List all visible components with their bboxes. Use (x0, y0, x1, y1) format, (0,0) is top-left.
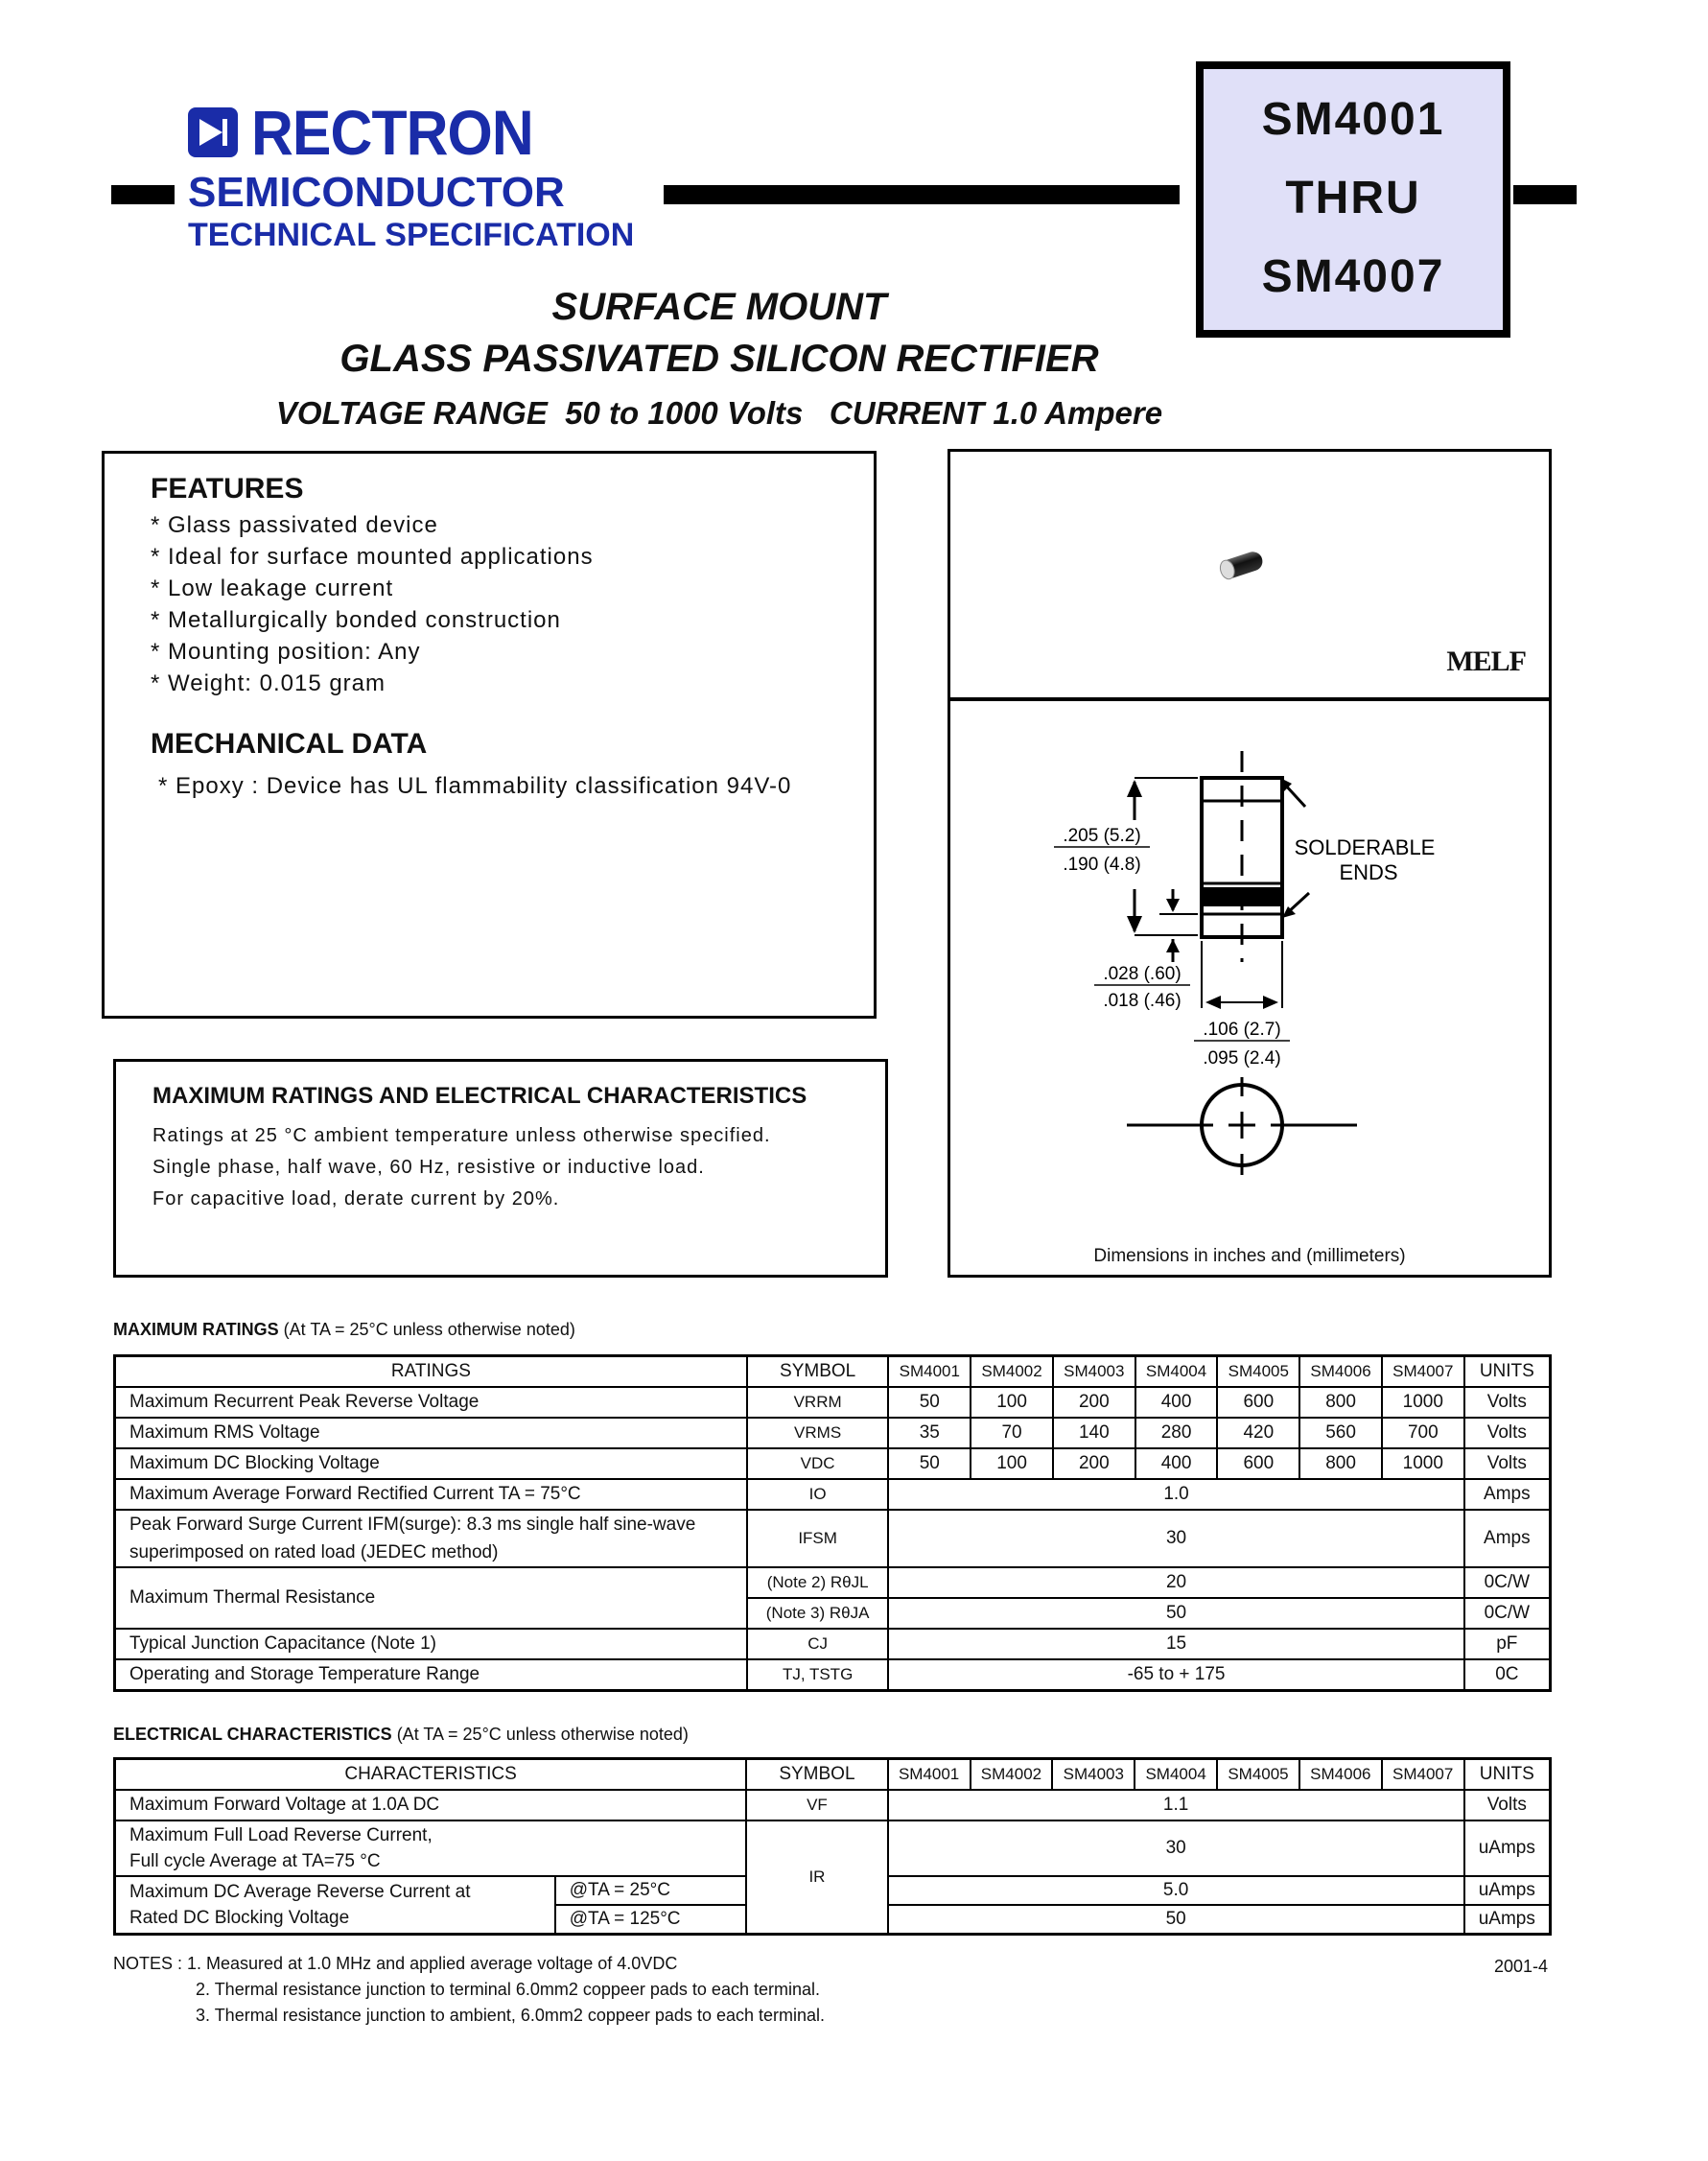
row-unit: Volts (1464, 1448, 1551, 1479)
row-label-line: Peak Forward Surge Current IFM(surge): 8.3 ms single half sine-wave (129, 1515, 696, 1535)
cell-value: 400 (1135, 1448, 1218, 1479)
row-unit: Amps (1464, 1479, 1551, 1510)
row-label: Maximum Thermal Resistance (115, 1567, 747, 1629)
row-symbol: IFSM (747, 1510, 889, 1567)
elec-chars-title-rest: (At TA = 25°C unless otherwise noted) (396, 1725, 689, 1744)
row-unit: uAmps (1464, 1905, 1551, 1935)
ratings-note-box (113, 1059, 888, 1278)
cell-value: 700 (1382, 1418, 1464, 1448)
ratings-note-heading: MAXIMUM RATINGS AND ELECTRICAL CHARACTERISTICS (152, 1083, 807, 1109)
cell-value: 400 (1135, 1387, 1218, 1418)
header-cell: SM4003 (1053, 1356, 1135, 1388)
elec-chars-table (113, 1757, 1552, 1936)
row-symbol: TJ, TSTG (747, 1659, 889, 1691)
max-ratings-table (113, 1354, 1552, 1692)
row-symbol: VRRM (747, 1387, 889, 1418)
row-symbol: VF (746, 1790, 888, 1820)
title-line-3: VOLTAGE RANGE 50 to 1000 Volts CURRENT 1.0 Ampere (275, 395, 1163, 431)
table-row (115, 1479, 1551, 1510)
ratings-note-line: Ratings at 25 °C ambient temperature unless otherwise specified. (152, 1125, 771, 1146)
row-label (115, 1510, 747, 1567)
header-cell: SM4001 (888, 1356, 971, 1388)
row-unit: 0C/W (1464, 1598, 1551, 1629)
cell-value: 600 (1217, 1387, 1299, 1418)
melf-package-image (1213, 544, 1271, 586)
length-min-label: .190 (4.8) (1063, 855, 1141, 875)
cell-value: 1.1 (888, 1790, 1464, 1820)
diameter-max-label: .106 (2.7) (1203, 1020, 1281, 1040)
features-list (151, 509, 594, 699)
row-label: Typical Junction Capacitance (Note 1) (115, 1629, 747, 1659)
diameter-min-label: .095 (2.4) (1203, 1048, 1281, 1069)
feature-item: * Ideal for surface mounted applications (151, 544, 594, 570)
max-ratings-title-rest: (At TA = 25°C unless otherwise noted) (283, 1320, 575, 1339)
row-unit: Volts (1464, 1418, 1551, 1448)
header-cell: CHARACTERISTICS (115, 1759, 747, 1791)
cell-value: 50 (888, 1387, 971, 1418)
band-min-label: .018 (.46) (1103, 991, 1182, 1011)
cell-value: 420 (1217, 1418, 1299, 1448)
brand-name: RECTRON (251, 97, 533, 168)
feature-item: * Glass passivated device (151, 512, 438, 538)
cell-value: 100 (971, 1448, 1053, 1479)
feature-item: * Metallurgically bonded construction (151, 607, 561, 633)
max-ratings-title-bold: MAXIMUM RATINGS (113, 1320, 279, 1339)
dimension-caption: Dimensions in inches and (millimeters) (1093, 1246, 1406, 1266)
header-cell: SM4002 (971, 1356, 1053, 1388)
table-row (115, 1820, 1551, 1876)
feature-item: * Mounting position: Any (151, 639, 421, 665)
row-condition: @TA = 25°C (555, 1876, 746, 1905)
header-cell: SM4006 (1299, 1759, 1382, 1791)
header-cell: SM4007 (1382, 1759, 1464, 1791)
header-cell: UNITS (1464, 1759, 1551, 1791)
row-unit: uAmps (1464, 1820, 1551, 1876)
row-label: Maximum DC Blocking Voltage (115, 1448, 747, 1479)
cell-value: 200 (1053, 1448, 1135, 1479)
header-cell: SYMBOL (747, 1356, 889, 1388)
table-row (115, 1448, 1551, 1479)
header-rule-right (1513, 185, 1577, 204)
title-line-1: SURFACE MOUNT (551, 286, 887, 328)
header-cell: RATINGS (115, 1356, 747, 1388)
feature-item: * Weight: 0.015 gram (151, 670, 386, 696)
row-label: Maximum Recurrent Peak Reverse Voltage (115, 1387, 747, 1418)
table-row (115, 1629, 1551, 1659)
header-rule-mid (664, 185, 1180, 204)
ratings-note-line: For capacitive load, derate current by 20%. (152, 1188, 560, 1210)
feature-item: * Low leakage current (151, 575, 394, 601)
cell-value: 1000 (1382, 1448, 1464, 1479)
row-symbol: (Note 3) RθJA (747, 1598, 889, 1629)
solderable-label: SOLDERABLE (1294, 835, 1436, 859)
row-label: Maximum Forward Voltage at 1.0A DC (115, 1790, 747, 1820)
row-symbol: VDC (747, 1448, 889, 1479)
table-row (115, 1567, 1551, 1598)
header-cell: SM4007 (1382, 1356, 1464, 1388)
max-ratings-title (113, 1320, 575, 1340)
note-line: 2. Thermal resistance junction to terminal 6.0mm2 coppeer pads to each terminal. (196, 1980, 820, 1999)
cell-value: 30 (888, 1820, 1464, 1876)
revision-date: 2001-4 (1494, 1957, 1549, 1976)
cell-value: 30 (888, 1510, 1463, 1567)
cell-value: 1.0 (888, 1479, 1463, 1510)
table-header-row (115, 1759, 1551, 1791)
row-unit: Volts (1464, 1387, 1551, 1418)
part-last: SM4007 (1261, 251, 1445, 302)
dimension-drawing (950, 701, 1549, 1238)
header-cell: SM4004 (1135, 1356, 1218, 1388)
cell-value: 800 (1299, 1387, 1382, 1418)
row-label-line: Maximum DC Average Reverse Current at (129, 1882, 471, 1902)
ratings-note-line: Single phase, half wave, 60 Hz, resistive or inductive load. (152, 1157, 705, 1178)
dimension-drawing-box (948, 698, 1552, 1278)
table-row (115, 1659, 1551, 1691)
row-unit: 0C/W (1464, 1567, 1551, 1598)
cell-value: 280 (1135, 1418, 1218, 1448)
cell-value: 100 (971, 1387, 1053, 1418)
cell-value: 50 (888, 1448, 971, 1479)
cell-value: 70 (971, 1418, 1053, 1448)
row-label-line: Full cycle Average at TA=75 °C (129, 1851, 381, 1871)
cell-value: 800 (1299, 1448, 1382, 1479)
cell-value: 50 (888, 1905, 1464, 1935)
row-unit: 0C (1464, 1659, 1551, 1691)
table-row (115, 1418, 1551, 1448)
row-label (115, 1820, 747, 1876)
part-first: SM4001 (1261, 94, 1445, 145)
row-symbol: VRMS (747, 1418, 889, 1448)
part-thru: THRU (1285, 173, 1421, 223)
row-label: Maximum Average Forward Rectified Current TA = 75°C (115, 1479, 747, 1510)
header-cell: SM4005 (1217, 1356, 1299, 1388)
row-symbol: IO (747, 1479, 889, 1510)
elec-chars-title (113, 1725, 689, 1745)
features-box (102, 451, 877, 1019)
cell-value: 600 (1217, 1448, 1299, 1479)
cell-value: 560 (1299, 1418, 1382, 1448)
row-label-line: Rated DC Blocking Voltage (129, 1908, 350, 1928)
package-image-box (948, 449, 1552, 700)
mechanical-item: * Epoxy : Device has UL flammability classification 94V-0 (158, 773, 792, 799)
band-max-label: .028 (.60) (1103, 964, 1182, 984)
row-unit: Volts (1464, 1790, 1551, 1820)
row-condition: @TA = 125°C (555, 1905, 746, 1935)
header-rule-left (111, 185, 175, 204)
cell-value: 50 (888, 1598, 1463, 1629)
table-row (115, 1387, 1551, 1418)
elec-chars-title-bold: ELECTRICAL CHARACTERISTICS (113, 1725, 392, 1744)
cell-value: 5.0 (888, 1876, 1464, 1905)
header-cell: SM4001 (888, 1759, 971, 1791)
cell-value: -65 to + 175 (888, 1659, 1463, 1691)
row-unit: Amps (1464, 1510, 1551, 1567)
header-cell: SM4004 (1135, 1759, 1217, 1791)
mechanical-heading: MECHANICAL DATA (151, 728, 428, 760)
length-max-label: .205 (5.2) (1063, 826, 1141, 846)
cell-value: 35 (888, 1418, 971, 1448)
notes (113, 1951, 825, 2029)
row-label: Maximum RMS Voltage (115, 1418, 747, 1448)
package-name: MELF (1446, 646, 1526, 677)
header-cell: SM4003 (1052, 1759, 1135, 1791)
rectron-logo-icon (188, 107, 238, 157)
row-symbol: IR (746, 1820, 888, 1935)
cell-value: 1000 (1382, 1387, 1464, 1418)
table-header-row (115, 1356, 1551, 1388)
header-cell: SM4002 (971, 1759, 1053, 1791)
table-row (115, 1510, 1551, 1567)
row-label (115, 1876, 555, 1935)
doc-subtitle: TECHNICAL SPECIFICATION (188, 217, 635, 253)
header-cell: SM4005 (1217, 1759, 1299, 1791)
row-unit: uAmps (1464, 1876, 1551, 1905)
row-symbol: (Note 2) RθJL (747, 1567, 889, 1598)
row-unit: pF (1464, 1629, 1551, 1659)
header-cell: UNITS (1464, 1356, 1551, 1388)
ends-label: ENDS (1339, 860, 1398, 884)
features-heading: FEATURES (151, 473, 304, 505)
cell-value: 15 (888, 1629, 1463, 1659)
row-label-line: Maximum Full Load Reverse Current, (129, 1825, 433, 1845)
table-row (115, 1790, 1551, 1820)
note-line: 3. Thermal resistance junction to ambient, 6.0mm2 coppeer pads to each terminal. (196, 2006, 826, 2025)
header-cell: SYMBOL (746, 1759, 888, 1791)
cell-value: 20 (888, 1567, 1463, 1598)
note-line: NOTES : 1. Measured at 1.0 MHz and applied average voltage of 4.0VDC (113, 1954, 678, 1973)
row-symbol: CJ (747, 1629, 889, 1659)
row-label: Operating and Storage Temperature Range (115, 1659, 747, 1691)
cell-value: 140 (1053, 1418, 1135, 1448)
cell-value: 200 (1053, 1387, 1135, 1418)
title-line-2: GLASS PASSIVATED SILICON RECTIFIER (339, 338, 1099, 380)
division-name: SEMICONDUCTOR (188, 169, 565, 216)
header-cell: SM4006 (1299, 1356, 1382, 1388)
row-label-line: superimposed on rated load (JEDEC method) (129, 1542, 499, 1562)
